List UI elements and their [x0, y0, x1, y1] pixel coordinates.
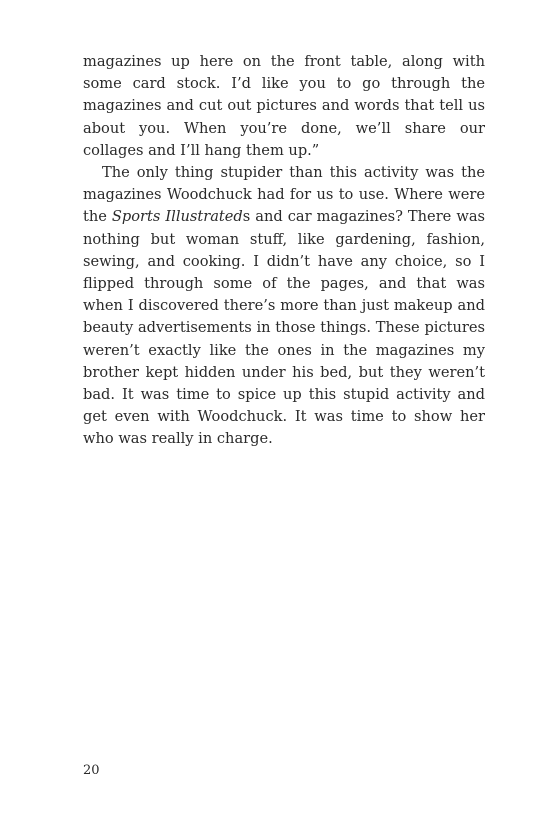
paragraph-2-text-a: The only thing stupider than this activity was the magazines Woodchuck had for us to use. Where were the [83, 164, 485, 226]
paragraph-2 [83, 162, 485, 451]
paragraph-2-text-b: s and car magazines? There was nothing but woman stuff, like gardening, fashion, sewing, and cooking. I didn’t have any choice, so I flipped through some of the pages, and that was when I discovered there’s more than just makeup and beauty advertisements in those things. These pictures weren’t exactly like the ones in the magazines my brother kept hidden under his bed, but they weren’t bad. It was time to spice up this stupid activity and get even with Woodchuck. It was time to show her who was really in charge. [83, 208, 486, 448]
body-text [83, 51, 485, 451]
page-number: 20 [83, 763, 100, 778]
paragraph-1-text: magazines up here on the front table, along with some card stock. I’d like you to go through the magazines and cut out pictures and words that tell us about you. When you’re done, we’ll share our collages and I’ll hang them up.” [83, 53, 485, 159]
paragraph-1 [83, 51, 485, 162]
magazine-title-italic: Sports Illustrated [111, 208, 243, 226]
